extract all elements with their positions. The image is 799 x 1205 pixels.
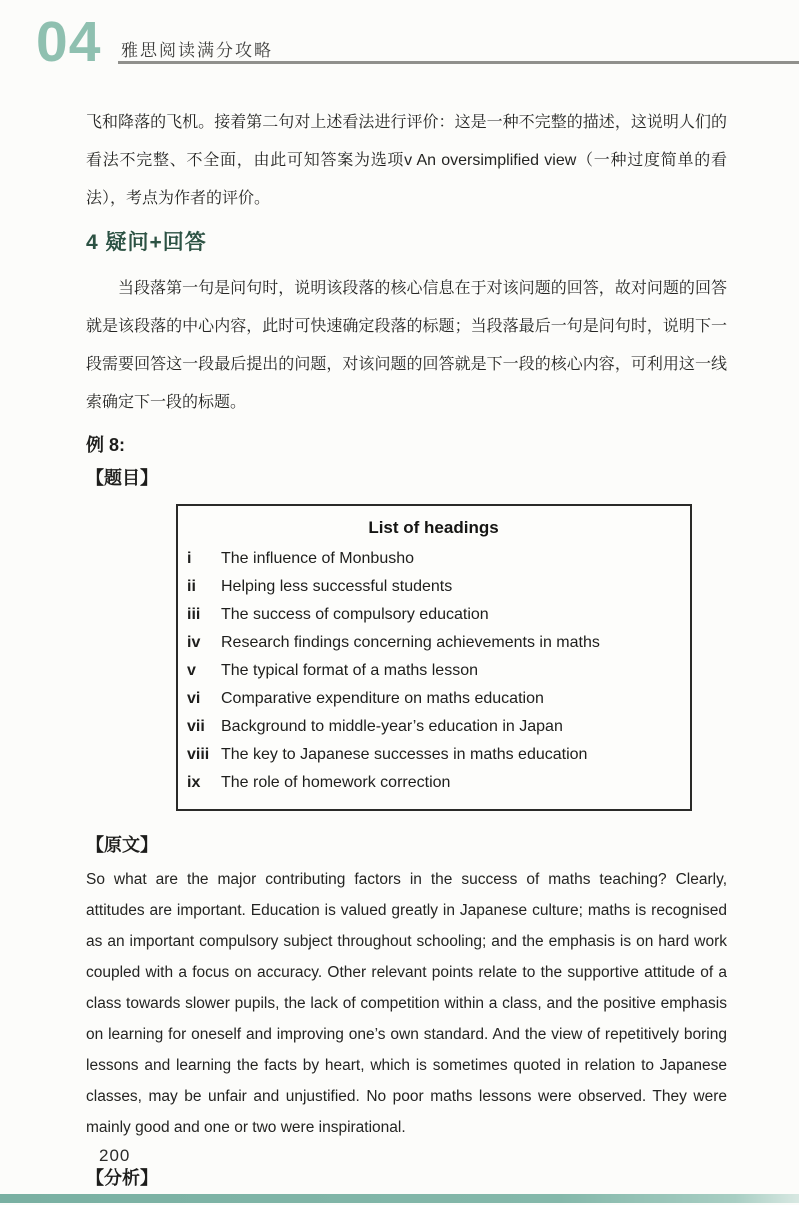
heading-text: The typical format of a maths lesson (221, 662, 478, 679)
passage-text: So what are the major contributing factors in the success of maths teaching? Clearly, attitudes are important. Education is valued greatly in Japanese culture; maths is recognised as an important compulsory subject throughout schooling; and the emphasis is on hard work coupled with a focus on accuracy. Other relevant points relate to the supportive attitude of a class towards slower pupils, the lack of competition within a class, and the positive emphasis on learning for oneself and improving one’s own standard. And the view of repetitively boring lessons and learning the facts by heart, which is sometimes quoted in relation to Japanese classes, may be unfair and unjustified. No poor maths lessons were observed. They were mainly good and one or two were inspirational. (86, 871, 727, 1136)
heading-item-iv (187, 629, 680, 657)
heading-numeral: viii (187, 746, 210, 763)
page-number: 200 (99, 1146, 131, 1165)
heading-text: The influence of Monbusho (221, 550, 415, 567)
footer-accent-bar (0, 1194, 799, 1203)
heading-text: The role of homework correction (221, 774, 451, 791)
book-title: 雅思阅读满分攻略 (121, 41, 273, 60)
heading-numeral: i (187, 550, 192, 567)
heading-numeral: vii (187, 718, 205, 735)
analysis-label: 【分析】 (86, 1168, 158, 1188)
heading-item-viii (187, 741, 680, 769)
section-heading: 4 疑问+回答 (86, 231, 207, 254)
passage-label: 【原文】 (86, 835, 158, 855)
heading-item-vii (187, 713, 680, 741)
page-content (0, 104, 799, 1192)
heading-numeral: vi (187, 690, 201, 707)
heading-numeral: iv (187, 634, 201, 651)
heading-numeral: ii (187, 578, 196, 595)
heading-text: The key to Japanese successes in maths education (221, 746, 588, 763)
chapter-number: 04 (36, 10, 102, 74)
example-label: 例 8: (86, 435, 126, 455)
heading-text: Research findings concerning achievements in maths (221, 634, 600, 651)
heading-item-vi (187, 685, 680, 713)
question-label: 【题目】 (86, 468, 158, 488)
list-of-headings-box (176, 504, 692, 811)
heading-numeral: ix (187, 774, 201, 791)
heading-numeral: v (187, 662, 196, 679)
heading-text: Comparative expenditure on maths education (221, 690, 544, 707)
heading-text: Background to middle-year’s education in Japan (221, 718, 563, 735)
heading-item-iii (187, 601, 680, 629)
heading-item-v (187, 657, 680, 685)
heading-numeral: iii (187, 606, 201, 623)
heading-text: Helping less successful students (221, 578, 453, 595)
intro-paragraph: 飞和降落的飞机。接着第二句对上述看法进行评价：这是一种不完整的描述，这说明人们的看法不完整、不全面，由此可知答案为选项v An oversimplified view（一种过度简单的看法），考点为作者的评价。 (86, 114, 727, 207)
headings-box-title: List of headings (368, 518, 499, 537)
heading-item-ii (187, 573, 680, 601)
section-paragraph: 当段落第一句是问句时，说明该段落的核心信息在于对该问题的回答，故对问题的回答就是该段落的中心内容，此时可快速确定段落的标题；当段落最后一句是问句时，说明下一段需要回答这一段最后提出的问题，对该问题的回答就是下一段的核心内容，可利用这一线索确定下一段的标题。 (86, 280, 727, 411)
heading-item-i (187, 545, 680, 573)
header-divider (118, 61, 799, 64)
heading-item-ix (187, 769, 680, 797)
heading-text: The success of compulsory education (221, 606, 489, 623)
page-header (0, 0, 799, 82)
